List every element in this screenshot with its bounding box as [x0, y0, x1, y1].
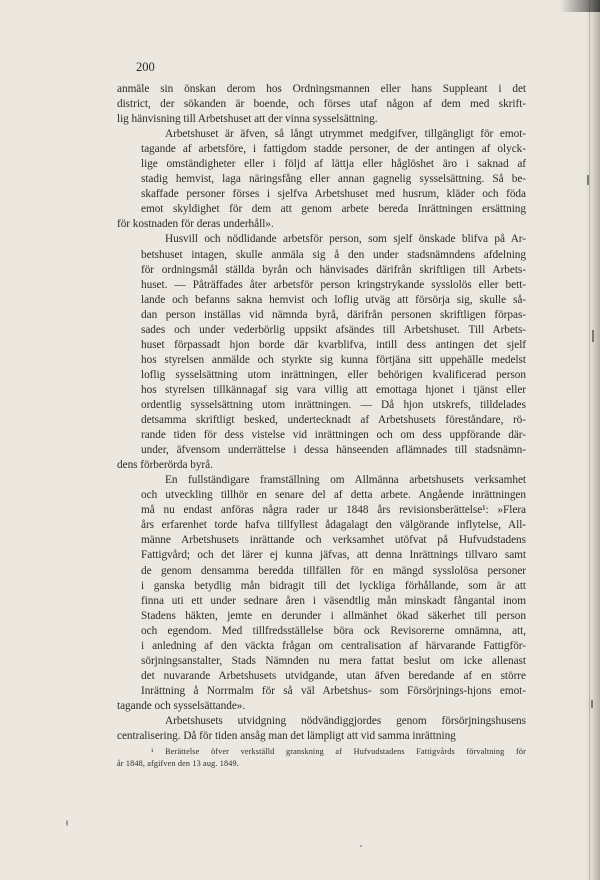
margin-mark	[592, 330, 594, 342]
text-line: hos styrelsen tillkännagaf sig vara villig att emottaga hjonet i tjänst eller	[141, 383, 526, 396]
page-number: 200	[136, 60, 155, 74]
paragraph	[117, 473, 526, 714]
paragraph	[117, 232, 526, 473]
footnote-text	[117, 746, 526, 770]
text-line: tagande och sysselsättande».	[117, 699, 246, 712]
text-line: Inrättning å Norrmalm för så väl Arbetshus- som Försörjnings-hjons emot-	[141, 684, 526, 697]
paragraph	[117, 127, 526, 232]
text-line: loflig sysselsättning utom inrättningen, eller behörigen kvalificerad person	[141, 368, 526, 381]
text-line: männe Arbetshusets inrättande och verksamhet utöfvat på Hufvudstadens	[141, 534, 526, 547]
text-line: skaffade personer förses i sjelfva Arbetshuset med husrum, kläder och föda	[141, 188, 526, 201]
text-line: under, äfvensom underrättelse i dessa hänseenden aflämnades till stadsnämn-	[141, 444, 526, 457]
text-line: stadig hemvist, laga näringsfång eller annan gagnelig sysselsättning. Så be-	[141, 173, 526, 186]
text-line: huset. — Påträffades åter arbetsför person kringstrykande sysslolös eller bett-	[141, 278, 526, 291]
text-line: för kostnaden för deras underhåll».	[117, 218, 274, 231]
text-line: det nuvarande Arbetshusets utvidgande, utan äfven beredande af en större	[141, 669, 526, 682]
text-line: lige omständigheter eller i följd af lättja eller håglöshet äro i saknad af	[141, 158, 526, 171]
text-line: och utveckling tillhör en senare del af detta arbete. Angående inrättningen	[141, 489, 526, 502]
text-line: i anledning af den väckta frågan om centralisation af härvarande Fattigför-	[141, 639, 526, 652]
text-line: Stadens häkten, jemte en derunder i allmänhet ökad säkerhet till person	[141, 609, 526, 622]
body-text	[117, 82, 526, 744]
text-line: de genom densamma beredda tillfällen för en mängd sysslolösa personer	[141, 564, 526, 577]
text-line: finna uti ett under sednare åren i väsendtlig mån minskadt fångantal inom	[141, 594, 526, 607]
text-line: Husvill och nödlidande arbetsför person, som sjelf önskade blifva på Ar-	[165, 233, 526, 246]
text-line: ordentlig sysselsättning utom inrättningen. — Då hjon utskrefs, tilldelades	[141, 398, 526, 411]
text-line: district, der sökanden är boende, och förses utaf någon af dem med skrift-	[117, 98, 526, 111]
document-page	[117, 60, 526, 770]
text-line: för ordningsmål ställda byrån och hänvisades därifrån skriftligen till Arbets-	[141, 263, 526, 276]
scan-shadow-edge	[584, 0, 600, 880]
text-line: Arbetshuset är äfven, så långt utrymmet medgifver, tillgängligt för emot-	[165, 128, 526, 141]
text-line: rande tiden för dess vistelse vid inrättningen och om dess uppförande där-	[141, 429, 526, 442]
text-line: i ganska betydlig mån bidragit till det lyckliga förhållande, som är att	[141, 579, 526, 592]
text-line: detsamma skriftligt besked, undertecknadt af Arbetshusets föreståndare, rö-	[141, 414, 526, 427]
text-line: lande och befanns sakna hemvist och loflig utväg att försörja sig, skulle så-	[141, 293, 526, 306]
text-line: huset förpassadt hjon borde där kvarblifva, intill dess antingen det sjelf	[141, 338, 526, 351]
margin-mark	[591, 700, 593, 708]
footnote-line: ¹ Berättelse öfver verkställd granskning af Hufvudstadens Fattigvårds förvaltning för	[151, 747, 526, 757]
text-line: års erfarenhet torde hafva tillfyllest ådagalagt den välgörande inflytelse, All-	[141, 519, 526, 532]
text-line: betshuset intagen, skulle anmäla sig å den under stadsnämndens afdelning	[141, 248, 526, 261]
text-line: En fullständigare framställning om Allmänna arbetshusets verksamhet	[165, 474, 526, 487]
scan-corner-shadow	[560, 0, 600, 12]
text-line: lig hänvisning till Arbetshuset att der vinna sysselsättning.	[117, 113, 378, 126]
footnote	[117, 746, 526, 770]
paragraph	[117, 82, 526, 127]
footnote-line: år 1848, afgifven den 13 aug. 1849.	[117, 759, 239, 769]
scan-speck	[66, 820, 68, 826]
text-line: emot skyldighet för dem att genom arbete bereda Inrättningen ersättning	[141, 203, 526, 216]
text-line: Arbetshusets utvidgning nödvändiggjordes genom försörjningshusens	[165, 714, 526, 727]
text-line: anmäle sin önskan derom hos Ordningsmannen eller hans Suppleant i det	[117, 83, 526, 95]
margin-mark	[587, 175, 589, 185]
text-line: Fattigvård; och det lärer ej kunna jäfvas, att denna Inrättnings tillvaro samt	[141, 549, 526, 562]
text-line: sades och under vederbörlig uppsikt afsändes till Arbetshuset. Till Arbets-	[141, 323, 526, 336]
text-line: tagande af arbetsföre, i fattigdom stadde personer, de der antingen af olyck-	[141, 143, 526, 156]
scan-speck	[360, 845, 362, 847]
text-line: och egendom. Med tillfredsställelse böra ock Revisorerne omnämna, att,	[141, 624, 526, 637]
text-line: hos styrelsen anmälde och styrkte sig kunna förtjäna sitt uppehälle medelst	[141, 353, 526, 366]
text-line: centralisering. Då för tiden ansåg man det lämpligt att vid samma inrättning	[117, 730, 456, 743]
paragraph	[117, 714, 526, 744]
text-line: sörjningsanstalter, Stads Nämnden nu mera fattat beslut om icke allenast	[141, 654, 526, 667]
scan-page-edge	[589, 0, 590, 880]
text-line: dan person inställas vid nämnda byrå, därifrån personen skriftligen förpas-	[141, 308, 526, 321]
text-line: må nu endast anföras några rader ur 1848 års revisionsberättelse¹: »Flera	[141, 504, 526, 517]
text-line: dens förberörda byrå.	[117, 459, 213, 472]
